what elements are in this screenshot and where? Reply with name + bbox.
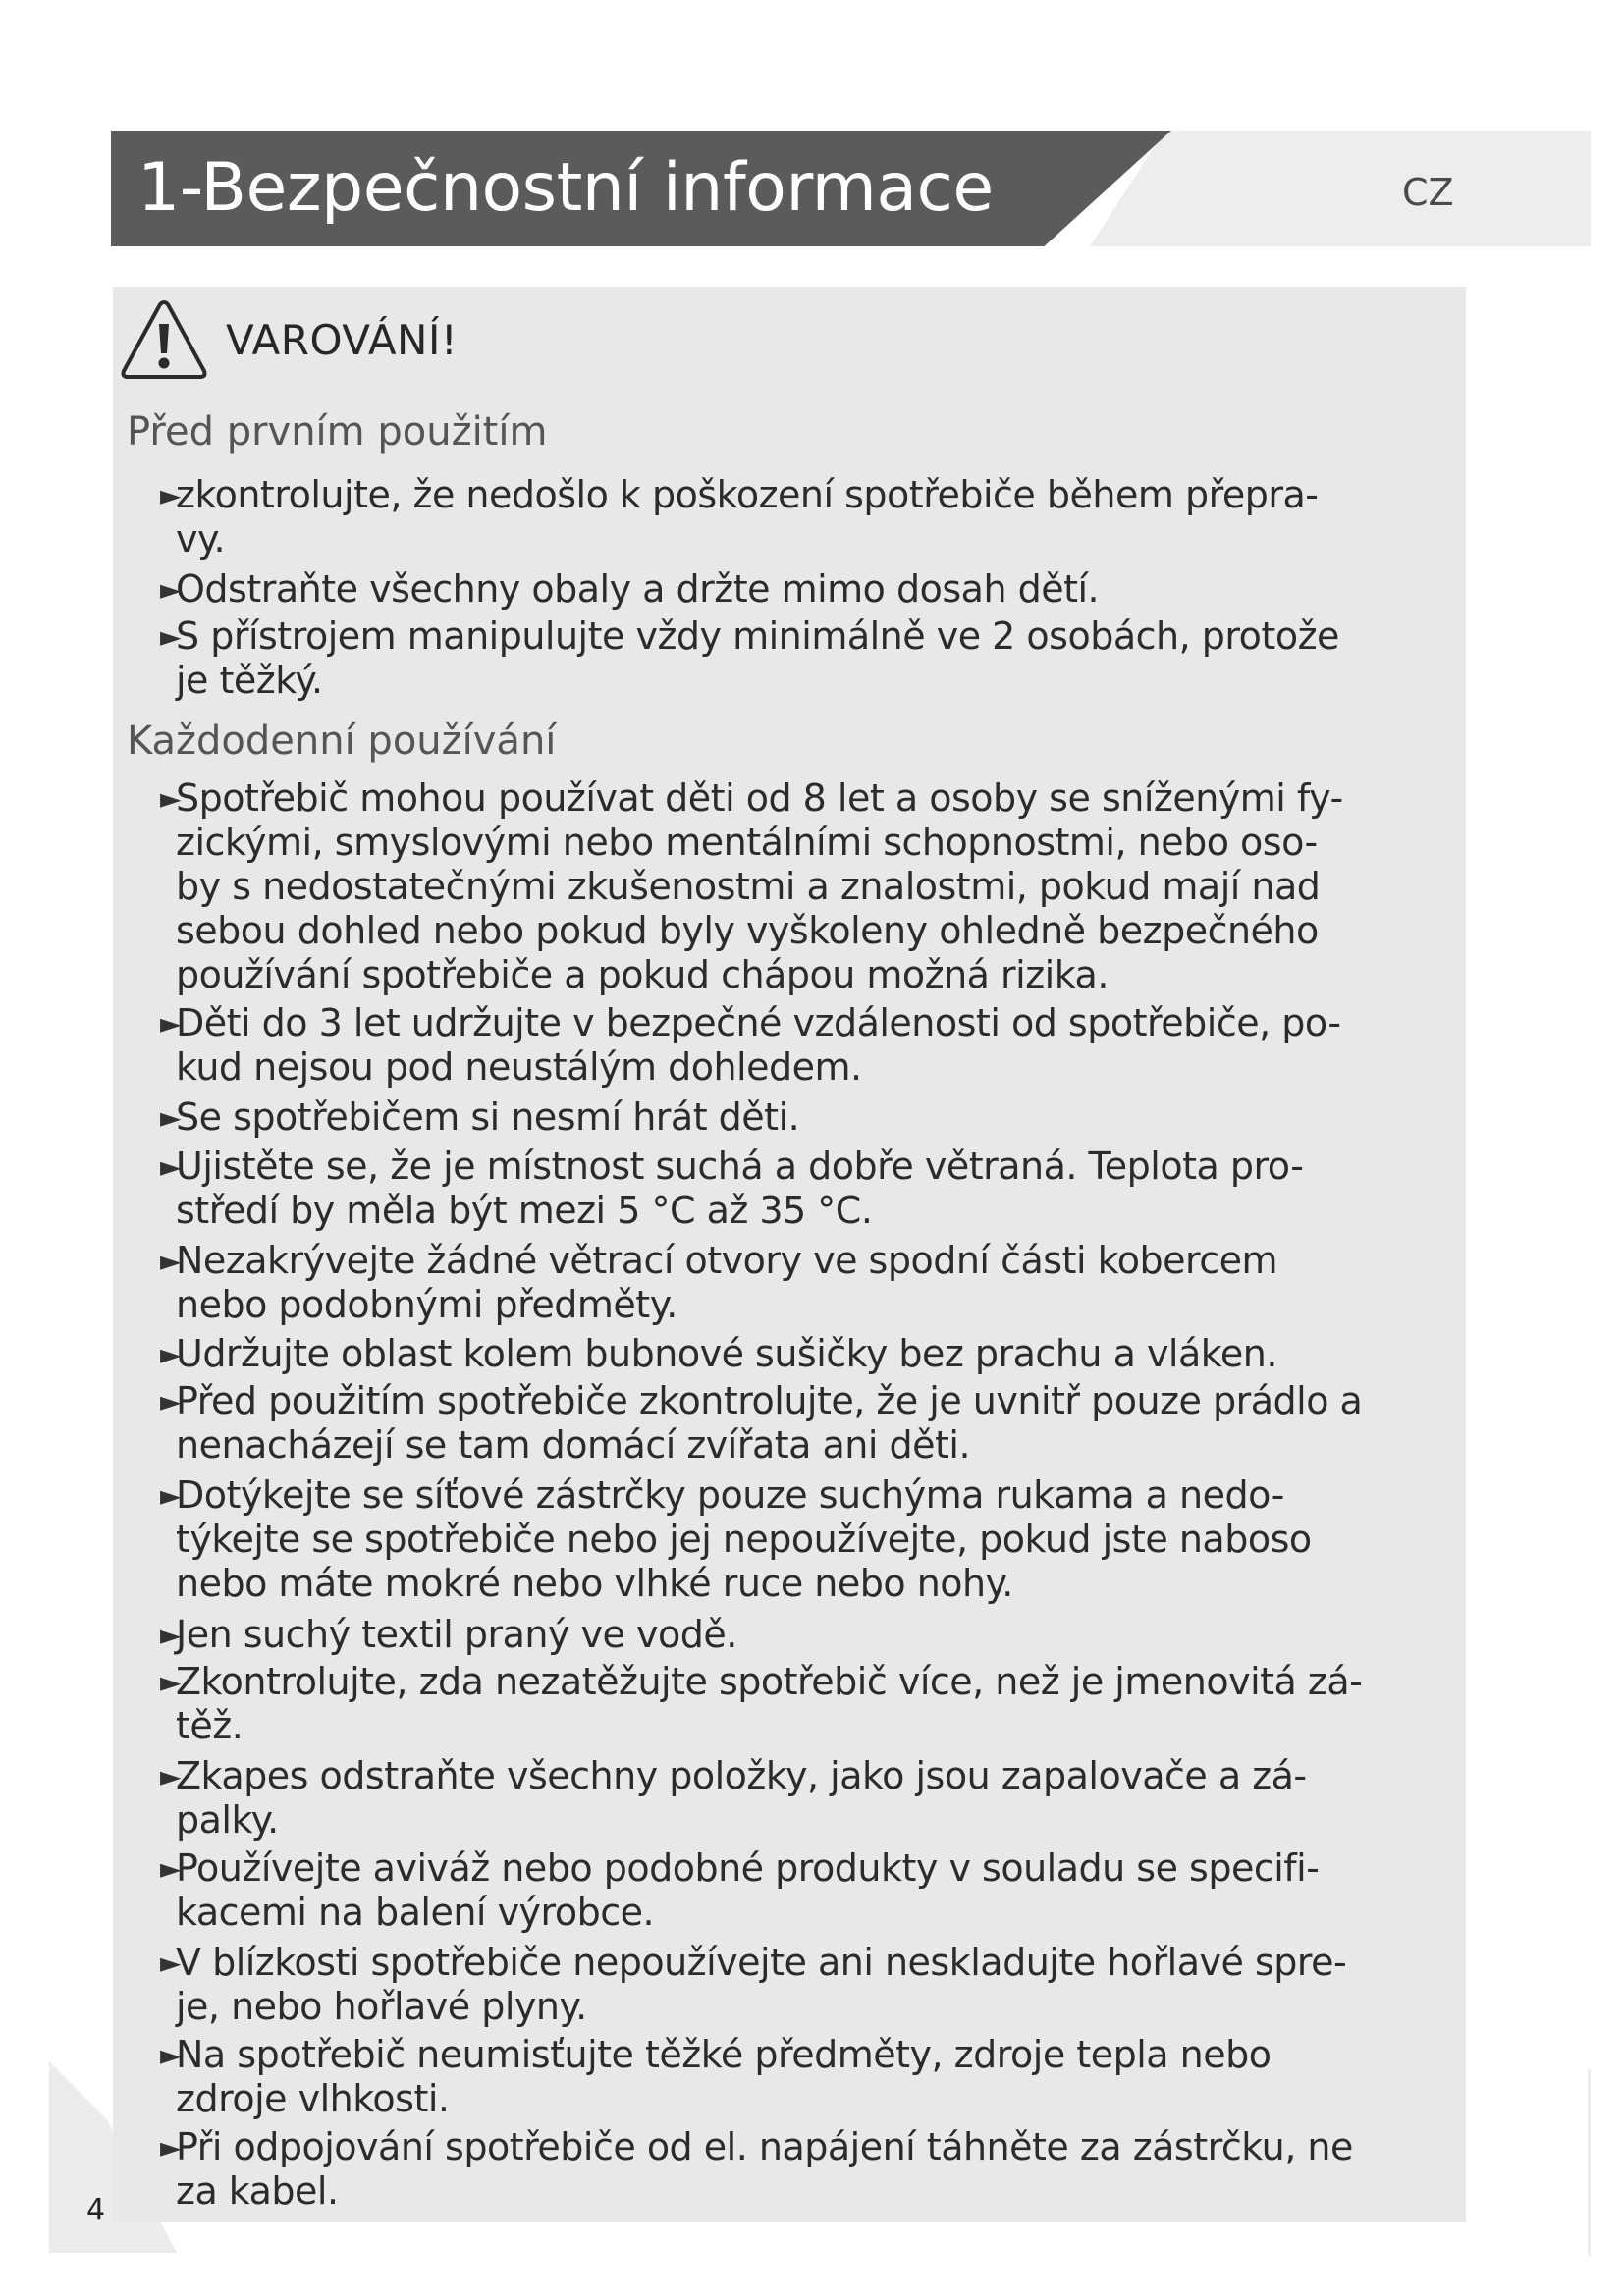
list-item: ► Odstraňte všechny obaly a držte mimo dosah dětí. [160, 567, 1100, 611]
bullet-icon: ► [160, 1947, 182, 1979]
list-item: ► Zkontrolujte, zda nezatěžujte spotřebič více, než je jmenovitá zá- těž. [160, 1660, 1363, 1747]
list-item: ► S přístrojem manipulujte vždy minimálně ve 2 osobách, protože je těžký. [160, 614, 1339, 702]
section-title-daily-use: Každodenní používání [127, 719, 557, 764]
list-item: ► Nezakrývejte žádné větrací otvory ve spodní části kobercem nebo podobnými předměty. [160, 1239, 1278, 1326]
page-number: 4 [86, 2193, 106, 2227]
list-item: ► V blízkosti spotřebiče nepoužívejte ani neskladujte hořlavé spre- je, nebo hořlavé plyny. [160, 1941, 1347, 2028]
list-item: ► zkontrolujte, že nedošlo k poškození spotřebiče během přepra- vy. [160, 473, 1319, 561]
bullet-icon: ► [160, 1245, 182, 1277]
bullet-icon: ► [160, 573, 182, 606]
bullet-icon: ► [160, 1760, 182, 1792]
bullet-icon: ► [160, 1007, 182, 1040]
list-item: ► Na spotřebič neumisťujte těžké předměty, zdroje tepla nebo zdroje vlhkosti. [160, 2033, 1272, 2120]
list-item: ► Děti do 3 let udržujte v bezpečné vzdálenosti od spotřebiče, po- kud nejsou pod neustálým dohledem. [160, 1001, 1341, 1089]
list-item: ► Používejte aviváž nebo podobné produkty v souladu se specifi- kacemi na balení výrobce. [160, 1846, 1320, 1934]
warning-triangle-icon [119, 298, 209, 381]
bullet-icon: ► [160, 2039, 182, 2071]
bullet-icon: ► [160, 2131, 182, 2163]
bullet-icon: ► [160, 1619, 182, 1651]
warning-label: VAROVÁNÍ! [226, 316, 459, 364]
bullet-icon: ► [160, 1338, 182, 1370]
list-item: ► Jen suchý textil praný ve vodě. [160, 1613, 737, 1656]
list-item: ► Ujistěte se, že je místnost suchá a dobře větraná. Teplota pro- středí by měla být mezi 5 °C až 35 °C. [160, 1145, 1304, 1232]
bullet-icon: ► [160, 1150, 182, 1183]
bullet-icon: ► [160, 1666, 182, 1698]
bullet-icon: ► [160, 620, 182, 653]
bullet-icon: ► [160, 1852, 182, 1885]
list-item: ► Při odpojování spotřebiče od el. napájení táhněte za zástrčku, ne za kabel. [160, 2125, 1353, 2213]
header-tab-background [1090, 131, 1591, 246]
list-item: ► Se spotřebičem si nesmí hrát děti. [160, 1095, 800, 1139]
page-title: 1-Bezpečnostní informace [137, 149, 994, 227]
list-item: ► Spotřebič mohou používat děti od 8 let a osoby se sníženými fy- zickými, smyslovými nebo mentálními schopnostmi, nebo oso- by s nedostatečnými zkušenostmi a znalostmi, pokud mají nad sebou dohled nebo pokud byly vyškoleny ohledně bezpečného používání spotřebiče a pokud chápou možná rizika. [160, 776, 1343, 996]
bullet-icon: ► [160, 1101, 182, 1134]
list-item: ► Zkapes odstraňte všechny položky, jako jsou zapalovače a zá- palky. [160, 1754, 1307, 1842]
language-code: CZ [1402, 171, 1454, 214]
section-title-before-first-use: Před prvním použitím [127, 409, 548, 454]
list-item: ► Dotýkejte se síťové zástrčky pouze suchýma rukama a nedo- týkejte se spotřebiče nebo jej nepoužívejte, pokud jste naboso nebo máte mokré nebo vlhké ruce nebo nohy. [160, 1473, 1312, 1605]
bullet-icon: ► [160, 1479, 182, 1512]
bullet-icon: ► [160, 782, 182, 815]
bullet-icon: ► [160, 479, 182, 511]
bullet-icon: ► [160, 1385, 182, 1417]
page-edge-decoration [1588, 2069, 1591, 2256]
list-item: ► Udržujte oblast kolem bubnové sušičky bez prachu a vláken. [160, 1332, 1277, 1375]
list-item: ► Před použitím spotřebiče zkontrolujte, že je uvnitř pouze prádlo a nenacházejí se tam domácí zvířata ani děti. [160, 1379, 1363, 1467]
